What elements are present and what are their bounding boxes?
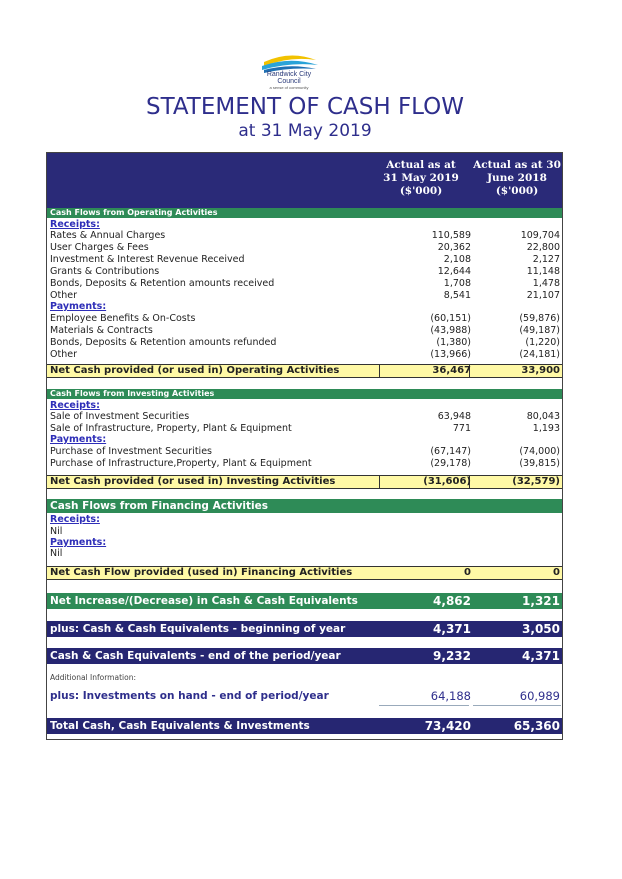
table-row: Other 8,541 21,107 <box>50 290 560 301</box>
investing-payments-label: Payments: <box>50 434 107 445</box>
financing-payments-label: Payments: <box>50 537 107 548</box>
table-row: Bonds, Deposits & Retention amounts received 1,708 1,478 <box>50 278 560 289</box>
table-header <box>47 153 562 208</box>
investments-label: Investments on hand - end of period/year <box>82 690 329 702</box>
column-header-current: Actual as at 31 May 2019 ($'000) <box>383 159 459 197</box>
table-row: Nil <box>50 526 63 537</box>
operating-heading: Cash Flows from Operating Activities <box>47 208 562 218</box>
net-increase-row: Net Increase/(Decrease) in Cash & Cash Equivalents 4,862 1,321 <box>47 593 562 609</box>
table-row: Bonds, Deposits & Retention amounts refunded (1,380) (1,220) <box>50 337 560 348</box>
logo-tagline: a sense of community <box>269 85 309 90</box>
table-row: Purchase of Investment Securities (67,147) (74,000) <box>50 446 560 457</box>
additional-info-label: Additional Information: <box>50 673 136 682</box>
table-row: Rates & Annual Charges 110,589 109,704 <box>50 230 560 241</box>
end-of-period-row: Cash & Cash Equivalents - end of the period/year 9,232 4,371 <box>47 648 562 664</box>
page-subtitle: at 31 May 2019 <box>238 121 372 141</box>
investing-heading: Cash Flows from Investing Activities <box>47 389 562 399</box>
financing-total: Net Cash Flow provided (used in) Financing Activities 0 0 <box>47 566 562 580</box>
investing-receipts-label: Receipts: <box>50 400 100 411</box>
table-row: Investment & Interest Revenue Received 2,108 2,127 <box>50 254 560 265</box>
page-title: STATEMENT OF CASH FLOW <box>145 94 465 120</box>
table-row: Purchase of Infrastructure,Property, Plant & Equipment (29,178) (39,815) <box>50 458 560 469</box>
operating-total: Net Cash provided (or used in) Operating Activities 36,467 33,900 <box>47 364 562 378</box>
logo-line1: Randwick City <box>266 71 312 78</box>
table-row: Nil <box>50 548 63 559</box>
table-row: Employee Benefits & On-Costs (60,151) (59,876) <box>50 313 560 324</box>
logo-text <box>244 71 334 90</box>
cash-flow-table <box>46 152 563 740</box>
grand-total-row: Total Cash, Cash Equivalents & Investments 73,420 65,360 <box>47 718 562 734</box>
table-row: Sale of Infrastructure, Property, Plant & Equipment 771 1,193 <box>50 423 560 434</box>
logo-line2: Council <box>277 78 301 85</box>
financing-receipts-label: Receipts: <box>50 514 100 525</box>
divider <box>379 705 469 706</box>
financing-heading: Cash Flows from Financing Activities <box>47 499 562 513</box>
table-row: Other (13,966) (24,181) <box>50 349 560 360</box>
investments-row: plus: Investments on hand - end of period/year 64,188 60,989 <box>50 689 560 703</box>
column-header-prior: Actual as at 30 June 2018 ($'000) <box>473 159 561 197</box>
investing-total: Net Cash provided (or used in) Investing Activities (31,606) (32,579) <box>47 475 562 489</box>
divider <box>473 705 561 706</box>
operating-receipts-label: Receipts: <box>50 219 100 230</box>
table-row: Sale of Investment Securities 63,948 80,043 <box>50 411 560 422</box>
operating-payments-label: Payments: <box>50 301 107 312</box>
table-row: Grants & Contributions 12,644 11,148 <box>50 266 560 277</box>
table-row: Materials & Contracts (43,988) (49,187) <box>50 325 560 336</box>
table-row: User Charges & Fees 20,362 22,800 <box>50 242 560 253</box>
beginning-of-year-row: plus: Cash & Cash Equivalents - beginning of year 4,371 3,050 <box>47 621 562 637</box>
plus-label: plus: <box>50 690 80 702</box>
